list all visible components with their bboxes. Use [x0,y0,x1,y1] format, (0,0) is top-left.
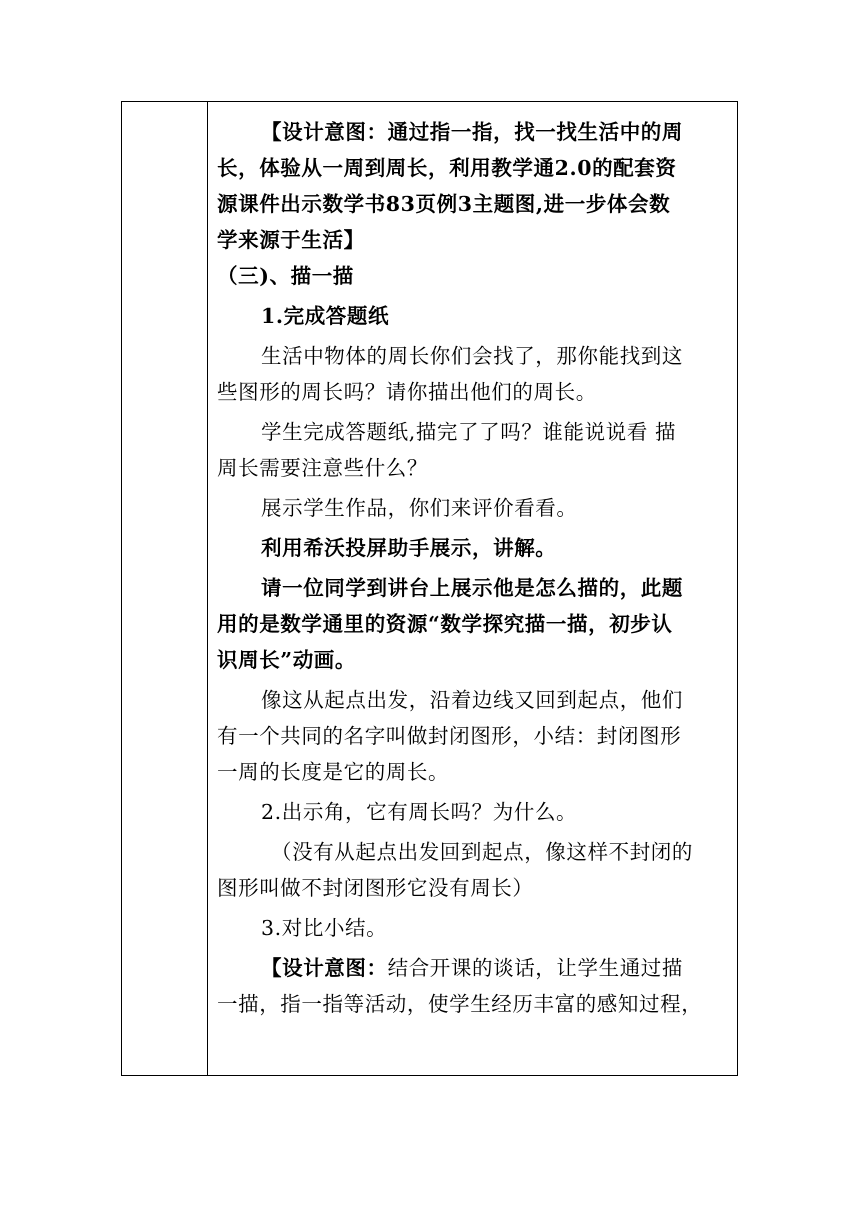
table-right-column [208,102,737,1075]
paragraph-find-perimeter-line-2: 些图形的周长吗？请你描出他们的周长。 [217,380,597,404]
design-intent-2-line-1 [217,950,729,986]
paragraph-demo-line-1: 请一位同学到讲台上展示他是怎么描的，此题 [261,576,683,600]
paragraph-closed-shape-line-1: 像这从起点出发，沿着边线又回到起点，他们 [261,688,683,712]
design-intent-2-label: 【设计意图： [261,956,388,980]
design-intent-line-3: 源课件出示数学书83页例3主题图,进一步体会数 [217,192,671,216]
paragraph-show-work: 展示学生作品，你们来评价看看。 [261,496,578,520]
design-intent-line-1: 【设计意图：通过指一指，找一找生活中的周 [261,120,683,144]
paragraph-closed-shape-line-2: 有一个共同的名字叫做封闭图形，小结：封闭图形 [217,724,682,748]
design-intent-line-4: 学来源于生活】 [217,228,365,252]
paragraph-open-shape-line-1: （没有从起点出发回到起点，像这样不封闭的 [271,840,693,864]
step-2-heading: 2.出示角，它有周长吗？为什么。 [261,800,578,824]
paragraph-closed-shape-line-3: 一周的长度是它的周长。 [217,760,450,784]
paragraph-answer-sheet-line-1: 学生完成答题纸,描完了了吗？谁能说说看 描 [261,420,677,444]
section-heading: （三)、描一描 [217,264,354,288]
table-left-column [122,102,208,1075]
design-intent-2-line-2: 一描，指一指等活动，使学生经历丰富的感知过程， [217,992,703,1016]
paragraph-answer-sheet-line-2: 周长需要注意些什么？ [217,456,428,480]
paragraph-demo-line-3: 识周长”动画。 [217,648,356,672]
paragraph-open-shape-line-2: 图形叫做不封闭图形它没有周长） [217,876,534,900]
lesson-plan-table [121,101,738,1076]
paragraph-demo-line-2: 用的是数学通里的资源“数学探究描一描，初步认 [217,612,673,636]
paragraph-seewo-display: 利用希沃投屏助手展示，讲解。 [261,536,557,560]
design-intent-2-text: 结合开课的谈话，让学生通过描 [387,956,684,980]
step-3-heading: 3.对比小结。 [261,916,388,940]
design-intent-line-2: 长，体验从一周到周长，利用教学通2.0的配套资 [217,156,677,180]
step-1-heading: 1.完成答题纸 [261,304,390,328]
paragraph-find-perimeter-line-1: 生活中物体的周长你们会找了，那你能找到这 [261,344,683,368]
